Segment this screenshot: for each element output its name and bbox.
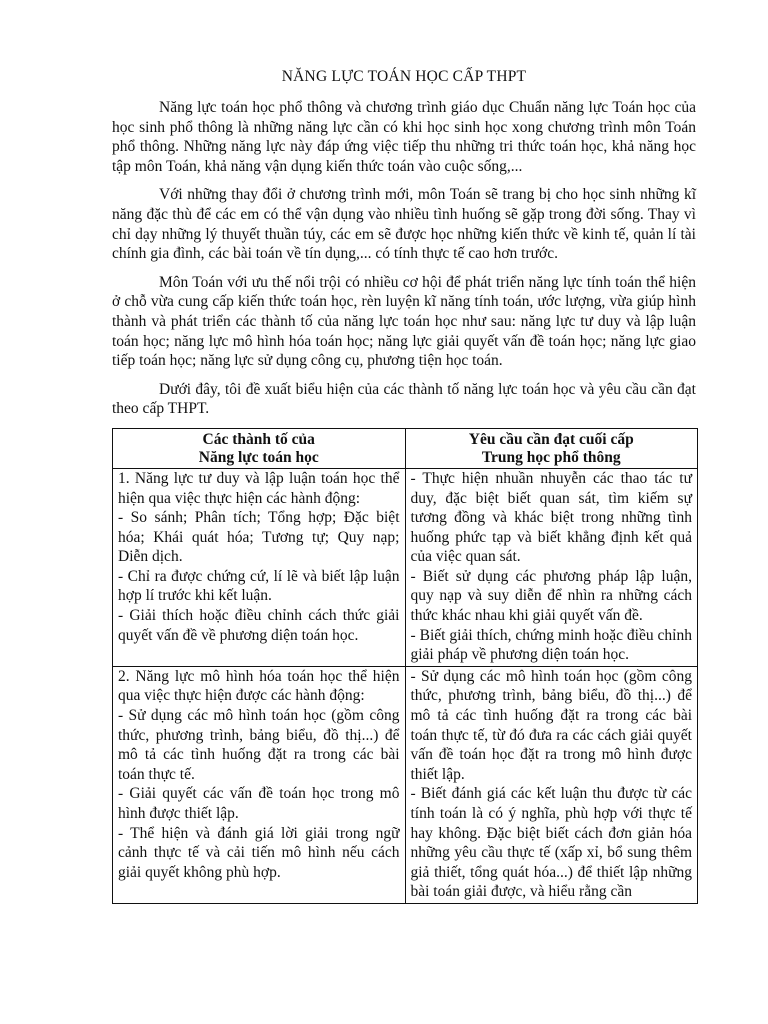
cell-requirement-modeling [405, 666, 698, 903]
header-components [113, 428, 406, 468]
cell-item: 2. Năng lực mô hình hóa toán học thể hiện qua việc thực hiện được các hành động: [118, 667, 400, 705]
paragraph-new-curriculum: Với những thay đổi ở chương trình mới, môn Toán sẽ trang bị cho học sinh những kĩ năng đặc thù để các em có thể vận dụng vào nhiều tình huống sẽ gặp trong đời sống. Thay vì chỉ dạy những lý thuyết thuần túy, các em sẽ được học những kiến thức về kinh tế, quản lí tài chính gia đình, các bài toán về tín dụng,... có tính thực tế cao hơn trước. [112, 186, 696, 263]
cell-requirement-reasoning [405, 468, 698, 666]
header-line: Yêu cầu cần đạt cuối cấp [468, 430, 634, 448]
cell-item: - Thể hiện và đánh giá lời giải trong ngữ cảnh thực tế và cải tiến mô hình nếu cách giải quyết không phù hợp. [118, 824, 400, 881]
document-title: NĂNG LỰC TOÁN HỌC CẤP THPT [281, 68, 527, 85]
table-row [113, 666, 698, 903]
paragraph-intro: Năng lực toán học phổ thông và chương trình giáo dục Chuẩn năng lực Toán học của học sinh phổ thông là những năng lực cần có khi học sinh học xong chương trình môn Toán phổ thông. Những năng lực này đáp ứng việc tiếp thu những tri thức toán học, khả năng học tập môn Toán, khả năng vận dụng kiến thức toán vào cuộc sống,... [112, 99, 696, 175]
paragraph-proposal: Dưới đây, tôi đề xuất biểu hiện của các thành tố năng lực toán học và yêu cầu cần đạt theo cấp THPT. [112, 380, 696, 418]
cell-item: - Thực hiện nhuần nhuyễn các thao tác tư duy, đặc biệt biết quan sát, tìm kiếm sự tương đồng và khác biệt trong những tình huống phức tạp và biết khẳng định kết quả của việc quan sát. [410, 469, 692, 566]
header-line: Trung học phổ thông [481, 448, 621, 466]
cell-item: - Biết giải thích, chứng minh hoặc điều chỉnh giải pháp về phương diện toán học. [410, 626, 692, 664]
paragraph-math-advantages: Môn Toán với ưu thế nổi trội có nhiều cơ hội để phát triển năng lực tính toán thể hiện ở chỗ vừa cung cấp kiến thức toán học, rèn luyện kĩ năng tính toán, ước lượng, vừa giúp hình thành và phát triển các thành tố của năng lực toán học như sau: năng lực tư duy và lập luận toán học; năng lực mô hình hóa toán học; năng lực giải quyết vấn đề toán học; năng lực giao tiếp toán học; năng lực sử dụng công cụ, phương tiện học toán. [112, 273, 696, 370]
header-requirements [405, 428, 698, 468]
cell-item: - Sử dụng các mô hình toán học (gồm công thức, phương trình, bảng biểu, đồ thị...) để mô tả các tình huống đặt ra trong các bài toán thực tế. [118, 707, 400, 783]
cell-component-reasoning [113, 468, 406, 666]
cell-item: - So sánh; Phân tích; Tổng hợp; Đặc biệt hóa; Khái quát hóa; Tương tự; Quy nạp; Diễn dịch. [118, 509, 400, 566]
cell-component-modeling [113, 666, 406, 903]
table-header-row [113, 428, 698, 468]
cell-item: 1. Năng lực tư duy và lập luận toán học thể hiện qua việc thực hiện các hành động: [118, 469, 400, 507]
table-row [113, 468, 698, 666]
cell-item: - Giải quyết các vấn đề toán học trong mô hình được thiết lập. [118, 785, 400, 822]
header-line: Các thành tố của [202, 430, 315, 448]
cell-item: - Biết đánh giá các kết luận thu được từ các tính toán là có ý nghĩa, phù hợp với thực tế hay không. Đặc biệt biết cách đơn giản hóa những yêu cầu thực tế (xấp xỉ, bổ sung thêm giả thiết, tổng quát hóa...) để thiết lập những bài toán giải được, và hiểu rằng cần [410, 785, 692, 901]
header-line: Năng lực toán học [198, 448, 319, 466]
cell-item: - Biết sử dụng các phương pháp lập luận, quy nạp và suy diễn để nhìn ra những cách thức khác nhau khi giải quyết vấn đề. [410, 567, 692, 625]
competency-requirements-table [112, 428, 698, 904]
cell-item: - Chỉ ra được chứng cứ, lí lẽ và biết lập luận hợp lí trước khi kết luận. [118, 567, 400, 605]
cell-item: - Giải thích hoặc điều chỉnh cách thức giải quyết vấn đề về phương diện toán học. [118, 607, 400, 644]
cell-item: - Sử dụng các mô hình toán học (gồm công thức, phương trình, bảng biểu, đồ thị...) để mô tả các tình huống đặt ra trong các bài toán thực tế, từ đó đưa ra các cách giải quyết vấn đề toán học đặt ra trong mô hình được thiết lập. [410, 667, 692, 783]
